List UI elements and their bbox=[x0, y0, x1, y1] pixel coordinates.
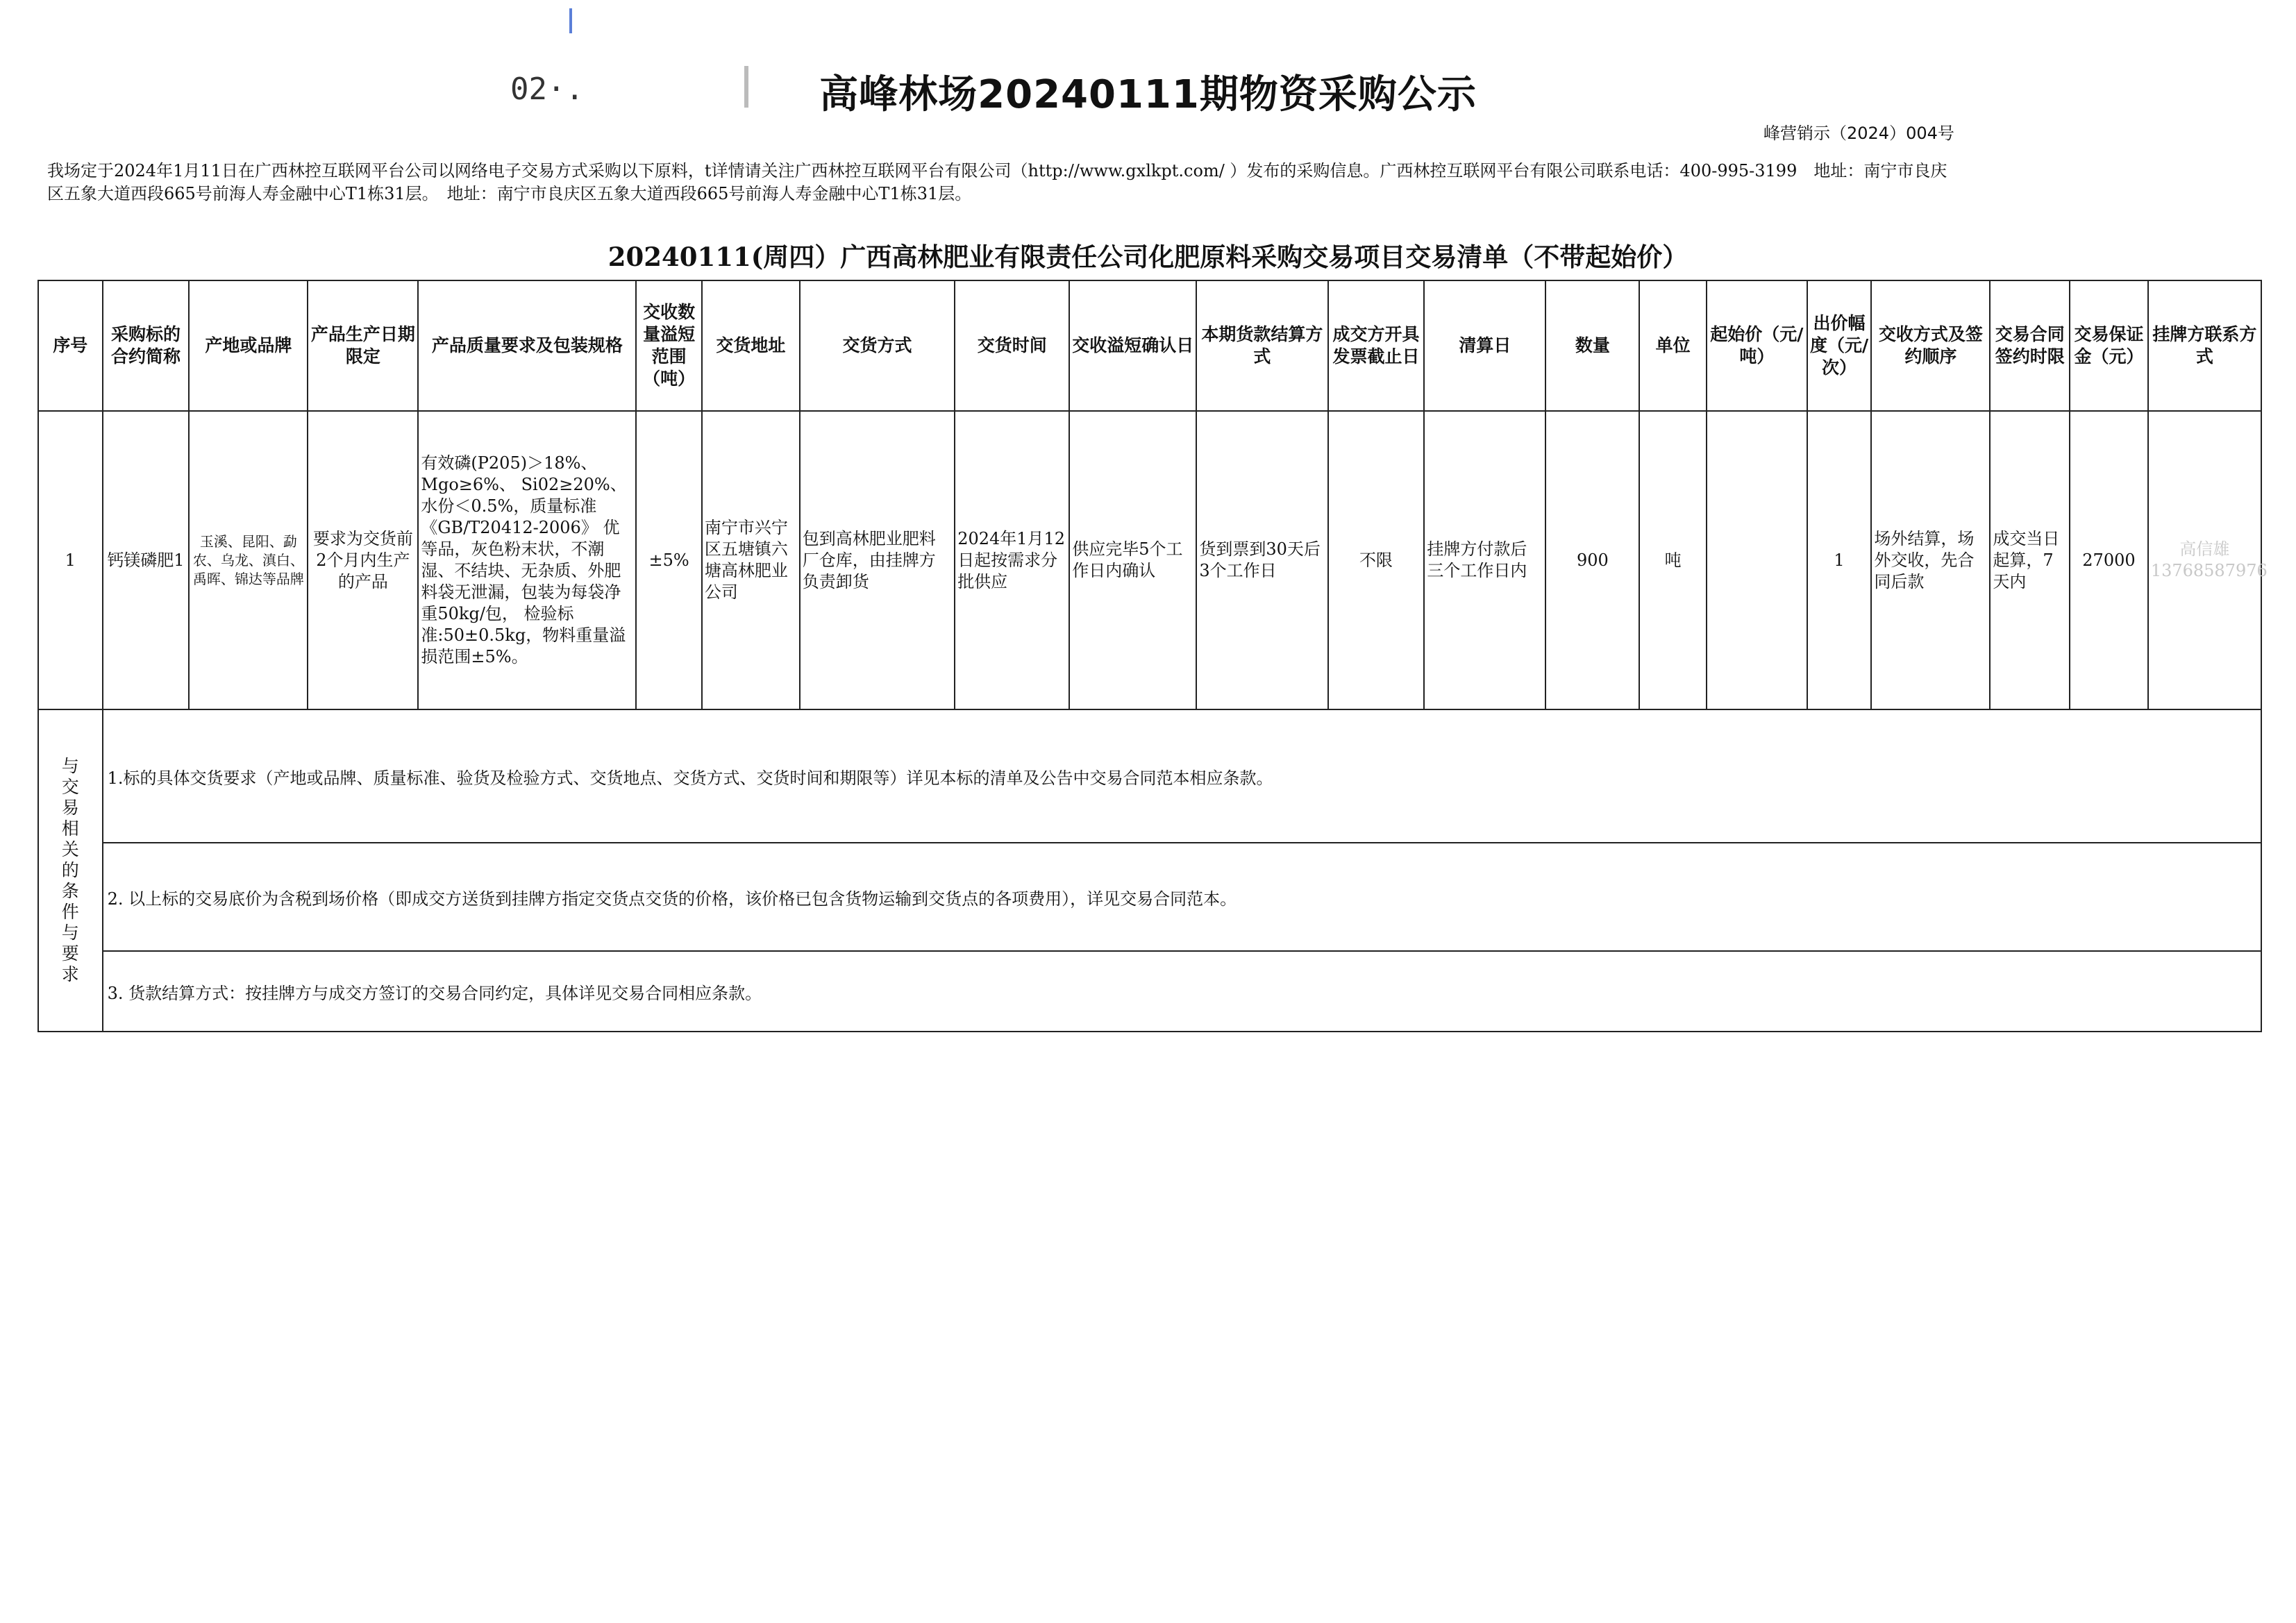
cell-unit: 吨 bbox=[1639, 411, 1707, 709]
cell-delivery-order: 场外结算，场外交收，先合同后款 bbox=[1871, 411, 1990, 709]
table-header-row bbox=[38, 280, 2261, 411]
conditions-side-cell bbox=[38, 709, 103, 1032]
header-origin: 产地或品牌 bbox=[189, 280, 308, 411]
contact-phone: 13768587976 bbox=[2150, 561, 2268, 580]
header-delivery-time: 交货时间 bbox=[955, 280, 1069, 411]
header-production-date: 产品生产日期限定 bbox=[308, 280, 418, 411]
table-title: 20240111(周四）广西高林肥业有限责任公司化肥原料采购交易项目交易清单（不带起始价） bbox=[607, 242, 1689, 272]
stray-blue-mark bbox=[569, 8, 572, 33]
condition-item-2: 2. 以上标的交易底价为含税到场价格（即成交方送货到挂牌方指定交货点交货的价格，该价格已包含货物运输到交货点的各项费用），详见交易合同范本。 bbox=[103, 843, 2261, 951]
header-contact: 挂牌方联系方式 bbox=[2148, 280, 2261, 411]
header-tolerance: 交收数量溢短范围（吨） bbox=[636, 280, 702, 411]
cell-contact bbox=[2148, 411, 2268, 709]
cell-quality: 有效磷(P205)＞18%、 Mgo≥6%、 Si02≥20%、水份＜0.5%，质量标准《GB/T20412-2006》 优等品，灰色粉末状，不潮湿、不结块、无杂质、外肥料袋无泄漏，包装为每袋净重50kg/包， 检验标准:50±0.5kg，物料重量溢损范围±5%。 bbox=[418, 411, 636, 709]
cell-contract-deadline: 成交当日起算，7天内 bbox=[1990, 411, 2070, 709]
header-settlement: 本期货款结算方式 bbox=[1196, 280, 1327, 411]
header-confirm-date: 交收溢短确认日 bbox=[1069, 280, 1196, 411]
header-contract-deadline: 交易合同签约时限 bbox=[1990, 280, 2070, 411]
cell-production-date: 要求为交货前2个月内生产的产品 bbox=[308, 411, 418, 709]
table-row bbox=[38, 411, 2261, 709]
cell-invoice-deadline: 不限 bbox=[1328, 411, 1425, 709]
header-delivery-address: 交货地址 bbox=[702, 280, 800, 411]
cell-origin: 玉溪、昆阳、勐农、乌龙、滇白、禹晖、锦达等品牌 bbox=[189, 411, 308, 709]
header-contract: 采购标的合约简称 bbox=[103, 280, 190, 411]
condition-row bbox=[38, 843, 2261, 951]
cell-quantity: 900 bbox=[1545, 411, 1639, 709]
intro-line-1: 我场定于2024年1月11日在广西林控互联网平台公司以网络电子交易方式采购以下原料，t详情请关注广西林控互联网平台有限公司（http://www.gxlkpt.com/ ）发布的采购信息。广西林控互联网平台有限公司联系电话：400-995-3199 地址：南宁市良庆 bbox=[47, 161, 1947, 180]
cell-contract: 钙镁磷肥1 bbox=[103, 411, 190, 709]
cell-confirm-date: 供应完毕5个工作日内确认 bbox=[1069, 411, 1196, 709]
header-clearing-day: 清算日 bbox=[1424, 280, 1545, 411]
page-title: 高峰林场20240111期物资采购公示 bbox=[819, 72, 1477, 117]
condition-row bbox=[38, 951, 2261, 1032]
cell-clearing-day: 挂牌方付款后三个工作日内 bbox=[1424, 411, 1545, 709]
contact-name: 高信雄 bbox=[2179, 539, 2230, 559]
intro-line-2: 区五象大道西段665号前海人寿金融中心T1栋31层。 地址：南宁市良庆区五象大道西段665号前海人寿金融中心T1栋31层。 bbox=[47, 184, 972, 203]
header-quantity: 数量 bbox=[1545, 280, 1639, 411]
conditions-label: 与交易相关的条件与要求 bbox=[61, 756, 79, 984]
cell-start-price bbox=[1707, 411, 1807, 709]
document-number: 峰营销示（2024）004号 bbox=[1763, 124, 1954, 143]
procurement-table bbox=[37, 280, 2268, 1032]
header-invoice-deadline: 成交方开具发票截止日 bbox=[1328, 280, 1425, 411]
header-quality: 产品质量要求及包装规格 bbox=[418, 280, 636, 411]
cell-bid-step: 1 bbox=[1807, 411, 1872, 709]
header-start-price: 起始价（元/吨） bbox=[1707, 280, 1807, 411]
cell-delivery-time: 2024年1月12日起按需求分批供应 bbox=[955, 411, 1069, 709]
cell-deposit: 27000 bbox=[2070, 411, 2148, 709]
cell-delivery-address: 南宁市兴宁区五塘镇六塘高林肥业公司 bbox=[702, 411, 800, 709]
cell-seq: 1 bbox=[38, 411, 103, 709]
condition-item-1: 1.标的具体交货要求（产地或品牌、质量标准、验货及检验方式、交货地点、交货方式、交货时间和期限等）详见本标的清单及公告中交易合同范本相应条款。 bbox=[103, 709, 2261, 843]
cell-tolerance: ±5% bbox=[636, 411, 702, 709]
condition-item-3: 3. 货款结算方式：按挂牌方与成交方签订的交易合同约定，具体详见交易合同相应条款。 bbox=[103, 951, 2261, 1032]
header-delivery-order: 交收方式及签约顺序 bbox=[1871, 280, 1990, 411]
header-unit: 单位 bbox=[1639, 280, 1707, 411]
header-bid-step: 出价幅度（元/次） bbox=[1807, 280, 1872, 411]
header-deposit: 交易保证金（元） bbox=[2070, 280, 2148, 411]
condition-row bbox=[38, 709, 2261, 843]
header-delivery-method: 交货方式 bbox=[800, 280, 955, 411]
header-seq: 序号 bbox=[38, 280, 103, 411]
cell-delivery-method: 包到高林肥业肥料厂仓库，由挂牌方负责卸货 bbox=[800, 411, 955, 709]
scan-artifact-text: 02·. bbox=[510, 72, 584, 107]
intro-paragraph bbox=[47, 160, 2144, 205]
cell-settlement: 货到票到30天后3个工作日 bbox=[1196, 411, 1327, 709]
